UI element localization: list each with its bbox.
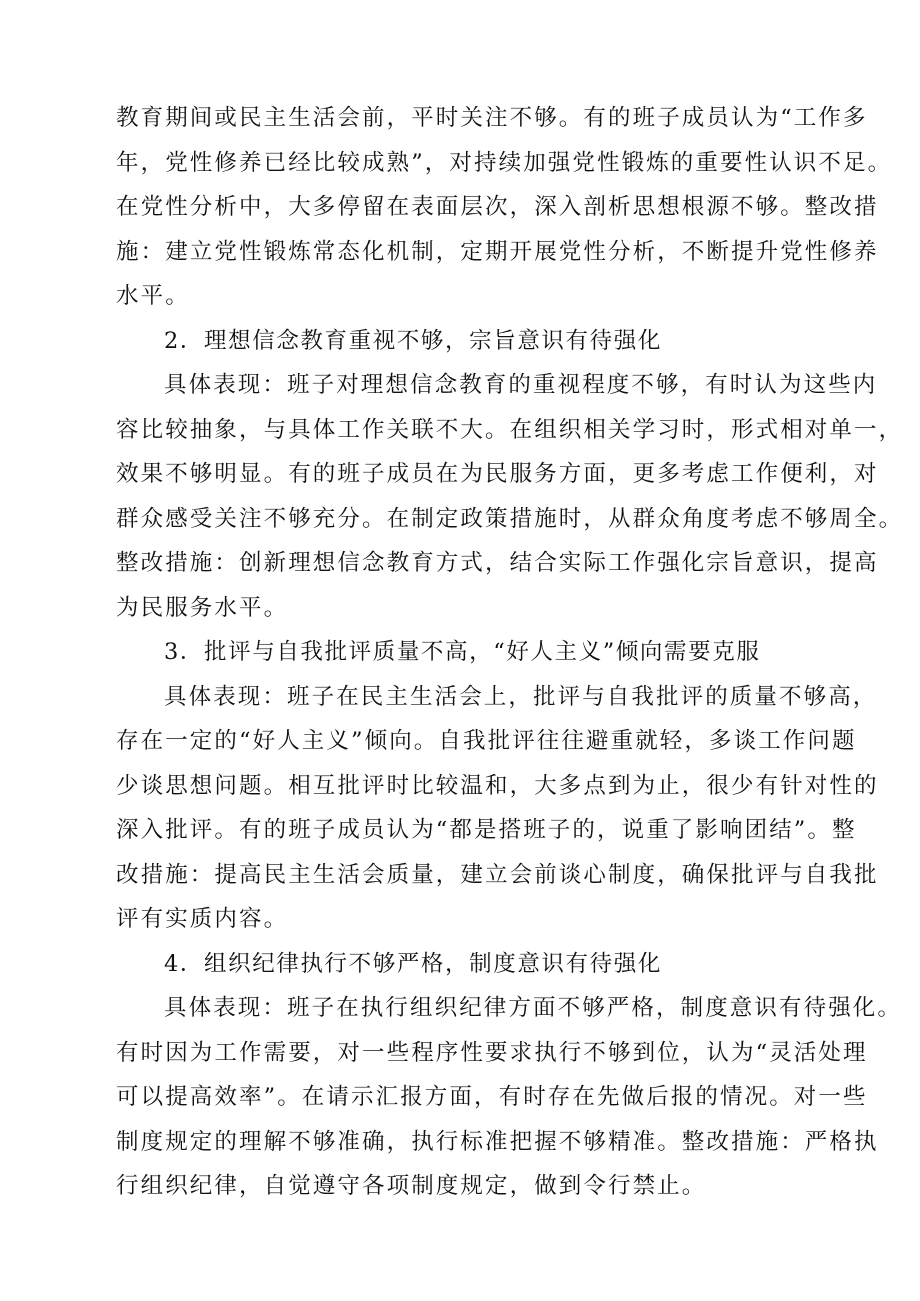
document-body — [116, 96, 904, 1209]
section-heading-3: 3．批评与自我批评质量不高，“好人主义”倾向需要克服 — [164, 639, 761, 665]
paragraph-line: 施：建立党性锻炼常态化机制，定期开展党性分析，不断提升党性修养 — [116, 238, 879, 265]
paragraph-line: 具体表现：班子在执行组织纪律方面不够严格，制度意识有待强化。 — [164, 995, 903, 1021]
paragraph-line: 具体表现：班子对理想信念教育的重视程度不够，有时认为这些内 — [164, 372, 878, 398]
paragraph-line: 评有实质内容。 — [116, 906, 289, 932]
paragraph-line: 为民服务水平。 — [116, 594, 289, 621]
paragraph-line: 水平。 — [116, 283, 190, 309]
paragraph-line: 行组织纪律，自觉遵守各项制度规定，做到令行禁止。 — [116, 1173, 707, 1199]
paragraph-line: 具体表现：班子在民主生活会上，批评与自我批评的质量不够高， — [164, 683, 878, 710]
paragraph-line: 深入批评。有的班子成员认为“都是搭班子的，说重了影响团结”。整 — [116, 817, 857, 843]
paragraph-line: 存在一定的“好人主义”倾向。自我批评往往避重就轻，多谈工作问题 — [116, 728, 857, 754]
paragraph-line: 有时因为工作需要，对一些程序性要求执行不够到位，认为“灵活处理 — [116, 1039, 868, 1066]
paragraph-line: 在党性分析中，大多停留在表面层次，深入剖析思想根源不够。整改措 — [116, 194, 879, 220]
paragraph-line: 年，党性修养已经比较成熟”，对持续加强党性锻炼的重要性认识不足。 — [116, 149, 893, 176]
section-heading-2: 2．理想信念教育重视不够，宗旨意识有待强化 — [164, 327, 662, 354]
section-heading-4: 4．组织纪律执行不够严格，制度意识有待强化 — [164, 950, 662, 977]
paragraph-line: 容比较抽象，与具体工作关联不大。在组织相关学习时，形式相对单一， — [116, 416, 904, 443]
paragraph-line: 少谈思想问题。相互批评时比较温和，大多点到为止，很少有针对性的 — [116, 772, 879, 799]
paragraph-line: 整改措施：创新理想信念教育方式，结合实际工作强化宗旨意识，提高 — [116, 550, 879, 576]
paragraph-line: 可以提高效率”。在请示汇报方面，有时存在先做后报的情况。对一些 — [116, 1084, 868, 1110]
paragraph-line: 制度规定的理解不够准确，执行标准把握不够精准。整改措施：严格执 — [116, 1128, 879, 1155]
paragraph-line: 教育期间或民主生活会前，平时关注不够。有的班子成员认为“工作多 — [116, 105, 868, 131]
paragraph-line: 改措施：提高民主生活会质量，建立会前谈心制度，确保批评与自我批 — [116, 861, 879, 888]
paragraph-line: 群众感受关注不够充分。在制定政策措施时，从群众角度考虑不够周全。 — [116, 505, 904, 532]
paragraph-line: 效果不够明显。有的班子成员在为民服务方面，更多考虑工作便利，对 — [116, 461, 879, 487]
